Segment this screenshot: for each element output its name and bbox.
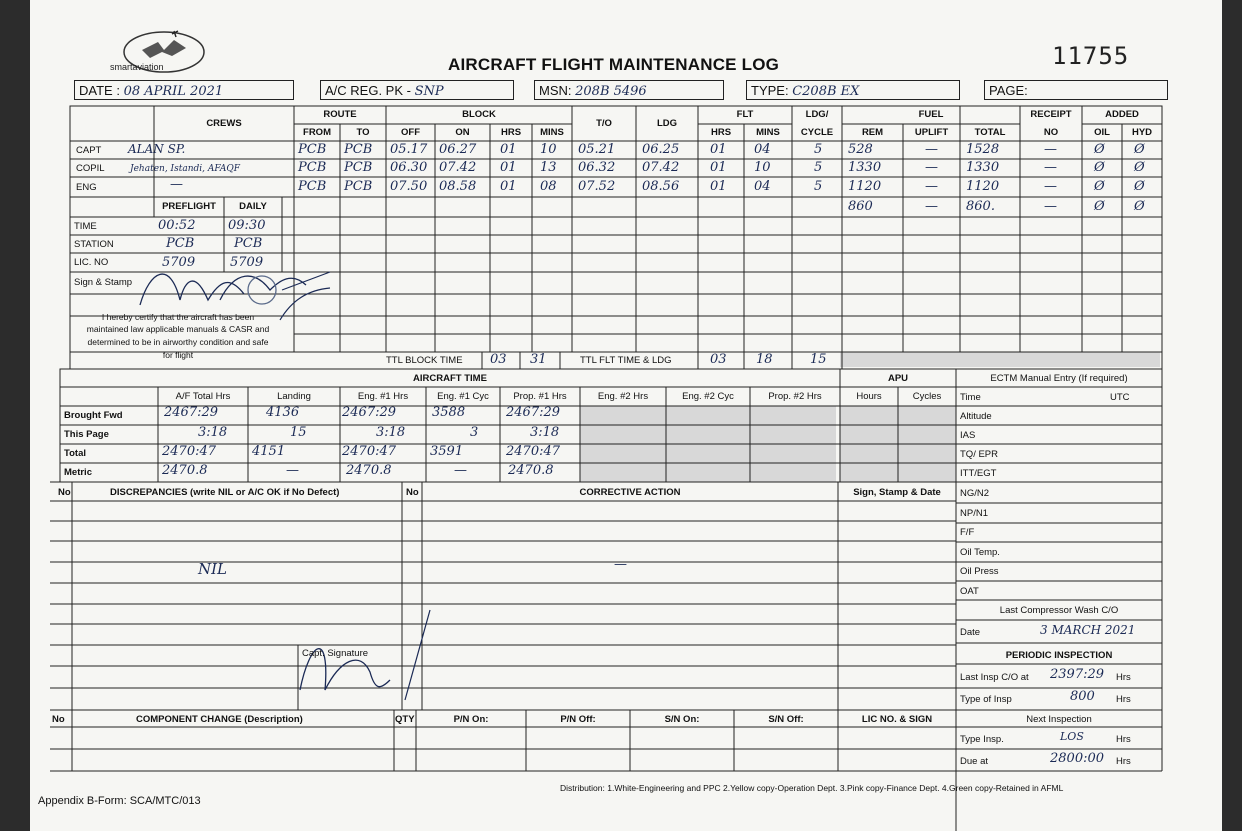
date-value: 08 APRIL 2021 <box>123 84 224 99</box>
serial-number: 11755 <box>1052 42 1130 70</box>
preflight-label: PREFLIGHT <box>162 201 216 212</box>
comp-sn-off: S/N Off: <box>768 714 804 725</box>
at-fwd-eng1[interactable]: 2467:29 <box>342 405 397 420</box>
msn-value: 208B 5496 <box>575 84 647 99</box>
sign-label: Sign & Stamp <box>74 277 133 288</box>
crew-role-capt: CAPT <box>76 145 102 156</box>
col-mins: MINS <box>540 127 564 138</box>
at-header-prop2: Prop. #2 Hrs <box>768 391 822 402</box>
next-label: Next Inspection <box>1026 714 1092 725</box>
row2-hyd[interactable]: Ø <box>1134 160 1145 175</box>
ectm-ias: IAS <box>960 430 976 441</box>
capt-signature-label: Capt. Signature <box>302 648 369 659</box>
row1-ldg[interactable]: 06.25 <box>642 142 680 157</box>
type-label: TYPE: <box>751 83 789 98</box>
row1-to-time[interactable]: 05.21 <box>578 142 616 157</box>
certify-text-2: maintained law applicable manuals & CASR and <box>86 324 270 334</box>
at-page-landing[interactable]: 15 <box>290 425 307 440</box>
at-metric-prop1[interactable]: 2470.8 <box>508 463 554 478</box>
col-block: BLOCK <box>462 109 496 120</box>
row2-mins[interactable]: 13 <box>540 160 557 175</box>
row1-flt-hrs[interactable]: 01 <box>710 142 727 157</box>
lic-label: LIC. NO <box>74 257 109 268</box>
col-on: ON <box>455 127 470 138</box>
form-id: Appendix B-Form: SCA/MTC/013 <box>38 795 201 807</box>
row2-from[interactable]: PCB <box>298 160 327 175</box>
time-daily[interactable]: 09:30 <box>228 218 266 233</box>
row1-flt-mins[interactable]: 04 <box>754 142 771 157</box>
comp-pn-off: P/N Off: <box>560 714 596 725</box>
date-label: DATE : <box>79 83 120 98</box>
at-total-landing[interactable]: 4151 <box>252 444 286 459</box>
ttl-flt-hrs[interactable]: 03 <box>710 352 727 367</box>
time-preflight[interactable]: 00:52 <box>158 218 196 233</box>
due-value[interactable]: 2800:00 <box>1050 751 1105 766</box>
reg-value: SNP <box>414 84 444 99</box>
comp-pn-on: P/N On: <box>453 714 489 725</box>
apu-hours: Hours <box>856 391 882 402</box>
col-ldg-cycle-1: LDG/ <box>805 109 829 120</box>
reg-label: A/C REG. PK - <box>325 83 411 98</box>
last-insp-label: Last Insp C/O at <box>960 672 1029 683</box>
row3-rem[interactable]: 1120 <box>848 179 882 194</box>
ectm-oat: OAT <box>960 586 979 597</box>
at-metric-landing[interactable]: — <box>286 463 299 478</box>
row1-oil[interactable]: Ø <box>1094 142 1105 157</box>
corr-label: CORRECTIVE ACTION <box>579 487 681 498</box>
at-total-cyc1[interactable]: 3591 <box>430 444 464 459</box>
row3-flt-mins[interactable]: 04 <box>754 179 771 194</box>
ectm-oil-temp: Oil Temp. <box>960 547 1000 558</box>
at-row-label-page: This Page <box>64 429 109 440</box>
row2-oil[interactable]: Ø <box>1094 160 1105 175</box>
crew-name-copil[interactable]: Jehaten, Istandi, AFAQF <box>130 164 240 174</box>
col-uplift: UPLIFT <box>914 127 949 138</box>
row2-ldg[interactable]: 07.42 <box>642 160 680 175</box>
ttl-flt-ldg[interactable]: 15 <box>810 352 827 367</box>
row3-uplift[interactable]: — <box>925 179 938 194</box>
type-value: C208B EX <box>792 84 860 99</box>
row2-hrs[interactable]: 01 <box>500 160 517 175</box>
ectm-oil-press: Oil Press <box>960 566 999 577</box>
comp-sn-on: S/N On: <box>664 714 700 725</box>
comp-label: COMPONENT CHANGE (Description) <box>136 714 303 725</box>
row2-to-time[interactable]: 06.32 <box>578 160 616 175</box>
row4-receipt[interactable]: — <box>1044 199 1057 214</box>
row3-off[interactable]: 07.50 <box>390 179 428 194</box>
ttl-block-mins[interactable]: 31 <box>530 352 547 367</box>
ectm-ff: F/F <box>960 527 975 538</box>
col-route: ROUTE <box>323 109 357 120</box>
form-title: AIRCRAFT FLIGHT MAINTENANCE LOG <box>448 55 780 74</box>
apu-cycles: Cycles <box>912 391 942 402</box>
corr-no: No <box>406 487 419 498</box>
at-fwd-cyc1[interactable]: 3588 <box>432 405 466 420</box>
col-to-time: T/O <box>596 118 612 129</box>
row3-to[interactable]: PCB <box>344 179 373 194</box>
col-to: TO <box>356 127 370 138</box>
station-daily[interactable]: PCB <box>234 236 263 251</box>
station-preflight[interactable]: PCB <box>166 236 195 251</box>
row3-cycle[interactable]: 5 <box>814 179 823 194</box>
row1-uplift[interactable]: — <box>925 142 938 157</box>
ttl-flt-mins[interactable]: 18 <box>756 352 773 367</box>
next-type-value[interactable]: LOS <box>1060 730 1084 743</box>
wash-date-label: Date <box>960 627 981 638</box>
next-type-hrs: Hrs <box>1116 734 1131 745</box>
row2-rem[interactable]: 1330 <box>848 160 882 175</box>
row3-flt-hrs[interactable]: 01 <box>710 179 727 194</box>
col-receipt-no: NO <box>1043 127 1059 138</box>
at-row-label-fwd: Brought Fwd <box>64 410 123 421</box>
crew-role-copil: COPIL <box>76 163 105 174</box>
row1-cycle[interactable]: 5 <box>814 142 823 157</box>
at-total-af[interactable]: 2470:47 <box>162 444 217 459</box>
col-oil: OIL <box>1094 127 1110 138</box>
ectm-time: Time <box>960 392 981 403</box>
corr-entry[interactable]: — <box>614 557 627 572</box>
logo-text: smartaviation <box>110 62 164 72</box>
distribution-text: Distribution: 1.White-Engineering and PPC 2.Yellow copy-Operation Dept. 3.Pink copy-Finance Dept. 4.Green copy-Retained in AFML <box>560 783 1064 793</box>
at-page-eng1[interactable]: 3:18 <box>376 425 406 440</box>
row2-total[interactable]: 1330 <box>966 160 1000 175</box>
row1-hyd[interactable]: Ø <box>1134 142 1145 157</box>
lic-preflight[interactable]: 5709 <box>162 255 196 270</box>
wash-date-value[interactable]: 3 MARCH 2021 <box>1040 623 1136 637</box>
row4-uplift[interactable]: — <box>925 199 938 214</box>
ectm-np: NP/N1 <box>960 508 988 519</box>
at-header-cyc2: Eng. #2 Cyc <box>682 391 734 402</box>
at-page-af[interactable]: 3:18 <box>198 425 228 440</box>
row3-mins[interactable]: 08 <box>540 179 557 194</box>
at-page-prop1[interactable]: 3:18 <box>530 425 560 440</box>
row2-cycle[interactable]: 5 <box>814 160 823 175</box>
row1-mins[interactable]: 10 <box>540 142 557 157</box>
time-label: TIME <box>74 221 97 232</box>
row3-total[interactable]: 1120 <box>966 179 1000 194</box>
row3-hyd[interactable]: Ø <box>1134 179 1145 194</box>
row3-on[interactable]: 08.58 <box>439 179 477 194</box>
at-metric-eng1[interactable]: 2470.8 <box>346 463 392 478</box>
daily-label: DAILY <box>239 201 267 212</box>
col-hyd: HYD <box>1131 127 1153 138</box>
row4-oil[interactable]: Ø <box>1094 199 1105 214</box>
row4-hyd[interactable]: Ø <box>1134 199 1145 214</box>
apu-label: APU <box>887 373 909 384</box>
col-crews: CREWS <box>206 118 242 129</box>
row3-from[interactable]: PCB <box>298 179 327 194</box>
disc-sign-label: Sign, Stamp & Date <box>853 487 941 498</box>
row1-off[interactable]: 05.17 <box>390 142 428 157</box>
at-header-eng2: Eng. #2 Hrs <box>597 391 649 402</box>
ectm-utc: UTC <box>1110 392 1130 403</box>
row2-receipt[interactable]: — <box>1044 160 1057 175</box>
type-insp-label: Type of Insp <box>960 694 1012 705</box>
aircraft-time-label: AIRCRAFT TIME <box>413 373 487 384</box>
col-hrs: HRS <box>500 127 522 138</box>
row1-receipt[interactable]: — <box>1044 142 1057 157</box>
row3-oil[interactable]: Ø <box>1094 179 1105 194</box>
at-header-prop1: Prop. #1 Hrs <box>513 391 567 402</box>
row2-flt-mins[interactable]: 10 <box>754 160 771 175</box>
row2-on[interactable]: 07.42 <box>439 160 477 175</box>
at-header-cyc1: Eng. #1 Cyc <box>437 391 489 402</box>
col-ldg-cycle-2: CYCLE <box>800 127 834 138</box>
row1-rem[interactable]: 528 <box>848 142 873 157</box>
page-label: PAGE: <box>989 83 1028 98</box>
wash-label: Last Compressor Wash C/O <box>999 605 1119 616</box>
row3-to-time[interactable]: 07.52 <box>578 179 616 194</box>
at-total-prop1[interactable]: 2470:47 <box>506 444 561 459</box>
row4-total[interactable]: 860. <box>966 199 995 214</box>
lic-daily[interactable]: 5709 <box>230 255 264 270</box>
row3-ldg[interactable]: 08.56 <box>642 179 680 194</box>
at-metric-af[interactable]: 2470.8 <box>162 463 208 478</box>
certify-text-3: determined to be in airworthy condition and safe <box>87 337 269 347</box>
at-metric-cyc1[interactable]: — <box>454 463 467 478</box>
certify-text-4: for flight <box>162 350 194 360</box>
comp-lic: LIC NO. & SIGN <box>861 714 933 725</box>
certify-text-1: I hereby certify that the aircraft has been <box>101 312 255 322</box>
at-total-eng1[interactable]: 2470:47 <box>342 444 397 459</box>
at-fwd-prop1[interactable]: 2467:29 <box>506 405 561 420</box>
type-insp-hrs: Hrs <box>1116 694 1131 705</box>
row2-uplift[interactable]: — <box>925 160 938 175</box>
due-hrs: Hrs <box>1116 756 1131 767</box>
row2-off[interactable]: 06.30 <box>390 160 428 175</box>
row1-from[interactable]: PCB <box>298 142 327 157</box>
station-label: STATION <box>74 239 114 250</box>
ttl-block-label: TTL BLOCK TIME <box>386 355 463 366</box>
disc-label: DISCREPANCIES (write NIL or A/C OK if No Defect) <box>110 487 340 498</box>
at-row-label-total: Total <box>64 448 86 459</box>
row3-hrs[interactable]: 01 <box>500 179 517 194</box>
col-flt-hrs: HRS <box>710 127 732 138</box>
crew-name-capt[interactable]: ALAN SP. <box>128 142 186 156</box>
next-type-label: Type Insp. <box>960 734 1004 745</box>
row4-rem[interactable]: 860 <box>848 199 873 214</box>
ectm-tq: TQ/ EPR <box>960 449 999 460</box>
col-added: ADDED <box>1105 109 1139 120</box>
crew-role-eng: ENG <box>76 182 97 193</box>
col-flt: FLT <box>736 109 754 120</box>
at-header-af: A/F Total Hrs <box>175 391 231 402</box>
due-label: Due at <box>960 756 988 767</box>
comp-qty: QTY <box>395 714 415 725</box>
row1-hrs[interactable]: 01 <box>500 142 517 157</box>
at-fwd-af[interactable]: 2467:29 <box>164 405 219 420</box>
disc-entry[interactable]: NIL <box>198 560 228 578</box>
col-from: FROM <box>303 127 331 138</box>
at-page-cyc1[interactable]: 3 <box>470 425 479 440</box>
col-total: TOTAL <box>974 127 1006 138</box>
row1-on[interactable]: 06.27 <box>439 142 477 157</box>
comp-no: No <box>52 714 65 725</box>
col-fuel: FUEL <box>918 109 944 120</box>
last-insp-value[interactable]: 2397:29 <box>1050 667 1105 682</box>
ectm-ng: NG/N2 <box>960 488 990 499</box>
row2-to[interactable]: PCB <box>344 160 373 175</box>
type-insp-value[interactable]: 800 <box>1070 689 1095 704</box>
row1-to[interactable]: PCB <box>344 142 373 157</box>
at-header-eng1: Eng. #1 Hrs <box>357 391 409 402</box>
at-header-landing: Landing <box>277 391 311 402</box>
col-ldg: LDG <box>656 118 678 129</box>
col-receipt: RECEIPT <box>1030 109 1072 120</box>
crew-name-eng[interactable]: — <box>170 177 183 192</box>
ectm-altitude: Altitude <box>960 411 992 422</box>
periodic-label: PERIODIC INSPECTION <box>1005 650 1113 661</box>
last-insp-hrs: Hrs <box>1116 672 1131 683</box>
msn-label: MSN: <box>539 83 572 98</box>
col-rem: REM <box>861 127 884 138</box>
ttl-flt-label: TTL FLT TIME & LDG <box>580 355 672 366</box>
at-row-label-metric: Metric <box>64 467 92 478</box>
row3-receipt[interactable]: — <box>1044 179 1057 194</box>
ectm-label: ECTM Manual Entry (If required) <box>990 373 1128 384</box>
col-flt-mins: MINS <box>756 127 780 138</box>
row2-flt-hrs[interactable]: 01 <box>710 160 727 175</box>
col-off: OFF <box>401 127 420 138</box>
at-fwd-landing[interactable]: 4136 <box>266 405 300 420</box>
disc-no: No <box>58 487 71 498</box>
maintenance-log-sheet <box>30 0 1222 831</box>
ttl-block-hrs[interactable]: 03 <box>490 352 507 367</box>
ectm-itt: ITT/EGT <box>960 468 997 479</box>
row1-total[interactable]: 1528 <box>966 142 1000 157</box>
